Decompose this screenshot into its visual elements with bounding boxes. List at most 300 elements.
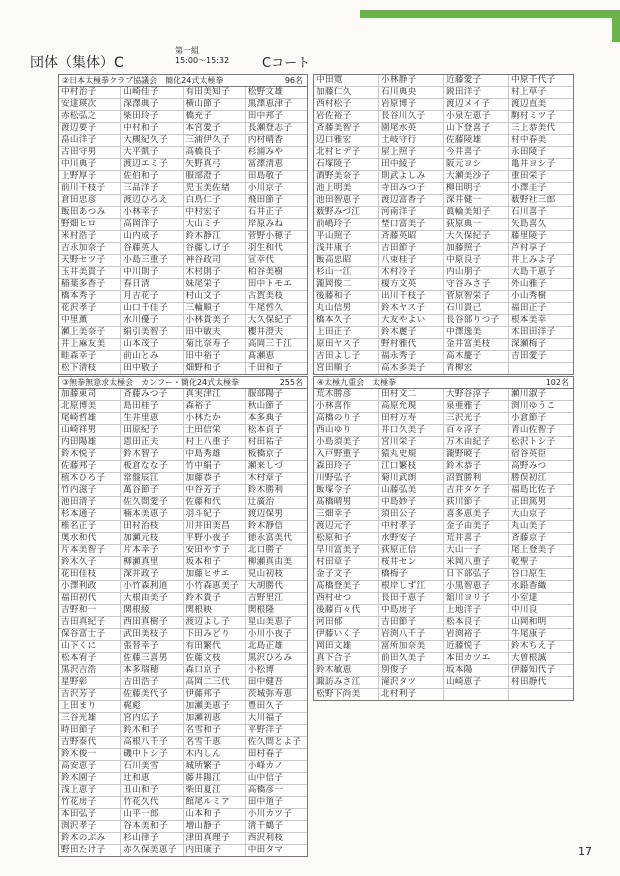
member-name: 三沢光子	[444, 413, 509, 424]
roster-block-taikyoku-kokonoe	[313, 376, 574, 701]
member-name: 浅上恵子	[59, 785, 121, 796]
member-name: 山下登喜子	[444, 123, 509, 134]
member-name: 大山ミチ	[184, 219, 246, 230]
member-name: 高岡二三代	[184, 677, 246, 688]
member-name: 冨所加奈美	[379, 641, 444, 652]
member-name: 柳瀬真由美	[247, 557, 293, 567]
member-name: 近藤愛子	[444, 75, 509, 86]
roster-row	[314, 183, 573, 195]
roster-row	[314, 159, 573, 171]
member-name: 古田守男	[59, 147, 121, 158]
member-name: 石川喜子	[511, 207, 547, 217]
member-name: 柴田夏江	[184, 785, 246, 796]
roster-row	[59, 267, 307, 279]
member-name: 根岸しず江	[379, 581, 444, 592]
member-name: 小川カツ子	[247, 809, 293, 819]
member-name: 別俊子	[379, 665, 444, 676]
member-name: 名雪和子	[184, 725, 246, 736]
member-name: 張替幸子	[121, 641, 183, 652]
member-name: 木田田洋子	[511, 327, 556, 337]
member-name: 早川富美子	[314, 545, 379, 556]
member-name: 深井健一	[444, 195, 509, 206]
roster-row	[314, 75, 573, 87]
block-title: ②日本太極拳クラブ協議会 簡化24式太極拳	[62, 76, 224, 85]
roster-row	[314, 569, 573, 581]
member-name: 佐久間愛子	[121, 497, 183, 508]
member-name: 椎名正子	[59, 521, 121, 532]
member-name: 鈴木俊一	[59, 749, 121, 760]
roster-row	[314, 689, 573, 700]
member-name: 柏谷美樹	[247, 267, 284, 277]
member-name	[444, 689, 509, 700]
member-name: 内村晴香	[247, 135, 284, 145]
roster-row	[59, 569, 307, 581]
member-name: 小室達	[511, 593, 538, 603]
member-name: 松本良子	[444, 617, 509, 628]
member-name: 長谷部りつ子	[444, 315, 509, 326]
roster-row	[59, 545, 307, 557]
member-name: 小澤圭子	[511, 183, 547, 193]
roster-row	[314, 593, 573, 605]
member-name: 石川美雪	[121, 761, 183, 772]
member-name: 津田真理子	[184, 833, 246, 844]
roster-row	[59, 641, 307, 653]
roster-row	[59, 809, 307, 821]
member-name: 福島比佐子	[511, 485, 556, 495]
member-name: 岩佐裕子	[314, 111, 379, 122]
member-name: 辺口雅宏	[314, 135, 379, 146]
roster-row	[59, 159, 307, 171]
member-name: 鈴木園子	[59, 773, 121, 784]
member-name: 正田篤男	[511, 497, 547, 507]
member-name: 長田千恵子	[379, 593, 444, 604]
member-name: 西山ゆり	[314, 425, 379, 436]
member-name: 橋本久子	[314, 315, 379, 326]
member-name: 鈴木久子	[59, 557, 121, 568]
roster-row	[314, 327, 573, 339]
member-name: 常盤辰江	[121, 473, 183, 484]
roster-row	[59, 677, 307, 689]
member-name: 内田陽雄	[59, 437, 121, 448]
member-name: 杉浦みや	[247, 147, 284, 157]
member-name: 田村春子	[247, 749, 284, 759]
member-name: 田中邦子	[247, 111, 284, 121]
header-accent-cap	[612, 10, 620, 42]
member-name: 橋梅子	[379, 569, 444, 580]
member-name: 保谷富士子	[59, 629, 121, 640]
member-name: 牛尾哲久	[247, 303, 284, 313]
member-name: 原田ヤス子	[314, 339, 379, 350]
member-name: 荻川節子	[444, 497, 509, 508]
member-name: 絹引美智子	[121, 327, 183, 338]
member-name: 岩渕八千子	[379, 629, 444, 640]
member-name: 小林静子	[379, 75, 444, 86]
member-count: 96名	[284, 76, 303, 85]
member-name: 小松博	[247, 665, 275, 675]
roster-row	[59, 725, 307, 737]
page-number: 17	[578, 845, 592, 858]
member-name: 玉井美貴子	[59, 267, 121, 278]
member-name: 泉亜雅子	[444, 401, 509, 412]
roster-row	[314, 231, 573, 243]
member-name: 近藤悦子	[444, 641, 509, 652]
roster-row	[314, 339, 573, 351]
member-name: 本宮愛子	[184, 123, 246, 134]
member-name: 古賀美枝	[247, 291, 284, 301]
member-name: 中川典子	[59, 159, 121, 170]
member-name: 稲葉多香子	[59, 279, 121, 290]
roster-row	[314, 641, 573, 653]
member-name: 高橋彦一	[247, 785, 284, 795]
member-name: 中澤逸美	[444, 327, 509, 338]
member-name: 米岡八重子	[444, 557, 509, 568]
member-name: 坂本陽	[444, 665, 509, 676]
member-name: 寺田みつ子	[379, 183, 444, 194]
member-name: 福田正子	[511, 303, 547, 313]
member-name	[509, 689, 573, 700]
member-name: 斉藤みつ子	[121, 389, 183, 400]
member-name: 小島三重子	[121, 255, 183, 266]
roster-row	[314, 303, 573, 315]
member-name: 村上草子	[511, 87, 547, 97]
roster-row	[59, 701, 307, 713]
member-name: 岩原博子	[379, 99, 444, 110]
roster-row	[59, 497, 307, 509]
member-name: 丸山信男	[314, 303, 379, 314]
member-name: 大瀬美沙子	[444, 171, 509, 182]
roster-row	[314, 243, 573, 255]
member-name: 髙瀬恵	[247, 351, 275, 361]
roster-block-mukenmui	[58, 376, 308, 857]
roster-row	[314, 497, 573, 509]
member-name: 斉藤英昭	[379, 231, 444, 242]
member-name: 村中春美	[511, 135, 547, 145]
member-name: 木村章子	[247, 473, 284, 483]
member-name: 須田公子	[379, 509, 444, 520]
member-name: 荻原正信	[379, 545, 444, 556]
member-name: 中島秀雄	[184, 449, 246, 460]
block-heading	[59, 377, 307, 389]
member-name: 星野彰	[59, 677, 121, 688]
member-name: 生井里恵	[121, 413, 183, 424]
member-name: 深瀬梅子	[511, 339, 547, 349]
member-name: 木内しん	[184, 749, 246, 760]
member-name: 河田郁	[314, 617, 379, 628]
member-name: 薮野みづ江	[314, 207, 379, 218]
member-name: 中原良子	[444, 255, 509, 266]
member-name: 飛田節子	[247, 195, 284, 205]
member-name: 佐藤美代子	[121, 689, 183, 700]
member-name: 時田節子	[59, 725, 121, 736]
member-name: 吉沢芳子	[59, 689, 121, 700]
member-name: 重田栄子	[511, 171, 547, 181]
member-name: 宮内広子	[121, 713, 183, 724]
roster-row	[59, 111, 307, 123]
member-name: 本田カツエ	[444, 653, 509, 664]
member-name: 瀬来しづ	[247, 461, 284, 471]
member-name: 真実津江	[184, 389, 246, 400]
member-name: 鈴木和子	[121, 725, 183, 736]
roster-row	[59, 713, 307, 725]
member-name: 水鉛香織	[511, 581, 547, 591]
member-name: 松野下尚美	[314, 689, 379, 700]
member-name: 中村治子	[59, 87, 121, 98]
roster-row	[314, 425, 573, 437]
court-label: Cコート	[262, 56, 311, 71]
member-name: 植木ひろ子	[59, 473, 121, 484]
member-name: 中田タマ	[247, 845, 284, 855]
roster-row	[59, 461, 307, 473]
roster-row	[59, 797, 307, 809]
member-name: 藤里陵子	[511, 231, 547, 241]
roster-row	[59, 605, 307, 617]
member-name: 中田寛	[314, 75, 379, 86]
member-name: 橋本秀子	[59, 291, 121, 302]
member-name: 鈴木静江	[184, 231, 246, 242]
member-name: 中川良	[511, 605, 538, 615]
roster-row	[59, 401, 307, 413]
member-name: 山平一郎	[121, 809, 183, 820]
member-name: 宣幸代	[247, 255, 275, 265]
member-name: 茨城弥寿恵	[247, 689, 293, 699]
member-name: 竹花久代	[121, 797, 183, 808]
member-name: 佐藤陵雄	[444, 135, 509, 146]
member-name: 加瀬初恵	[184, 713, 246, 724]
member-name: 北村ヒデ子	[314, 147, 379, 158]
member-name: 倉田忠彦	[59, 195, 121, 206]
member-name: 楠本美恵子	[121, 509, 183, 520]
member-name: 中島妙子	[379, 497, 444, 508]
member-name: 岡田文雄	[314, 641, 379, 652]
member-name: 勝俣初江	[511, 473, 547, 483]
member-name: 花沢孝子	[59, 303, 121, 314]
roster-row	[314, 123, 573, 135]
member-name: 関根映	[184, 605, 246, 616]
member-name: 高木多美子	[379, 363, 444, 374]
member-name: 三輪順子	[184, 303, 246, 314]
member-name: 井口久美子	[379, 425, 444, 436]
member-name: 西沢利枝	[247, 833, 284, 843]
member-name: 大山京子	[511, 509, 547, 519]
member-name: 高野みつ	[511, 461, 547, 471]
roster-row	[314, 665, 573, 677]
member-name: 西村せつ	[314, 593, 379, 604]
member-name: 竹花房子	[59, 797, 121, 808]
member-name: 金子由美子	[444, 521, 509, 532]
member-name: 平野洋子	[247, 725, 284, 735]
member-name: 瀧岡俊二	[314, 279, 379, 290]
member-name: 渡辺よし子	[184, 617, 246, 628]
member-name: 瀧野暁子	[444, 449, 509, 460]
member-name: 安達瑛次	[59, 99, 121, 110]
member-name: 田中敬子	[121, 363, 183, 374]
member-name: 鈴木麗子	[379, 327, 444, 338]
member-name: 舘川ヨリ子	[444, 593, 509, 604]
member-name: 喜多恵美子	[444, 509, 509, 520]
roster-row	[59, 425, 307, 437]
member-name: 大久保紀子	[444, 231, 509, 242]
roster-row	[59, 207, 307, 219]
member-name: 八束桂子	[379, 255, 444, 266]
member-name: 板橋京子	[247, 449, 284, 459]
roster-row	[59, 351, 307, 363]
member-name: 小山秀樹	[511, 291, 547, 301]
member-name: 石塚陵子	[314, 159, 379, 170]
member-name: 上田まり	[59, 701, 121, 712]
roster-row	[59, 291, 307, 303]
member-name: 森田玲子	[314, 461, 379, 472]
block-heading	[59, 75, 307, 87]
page-title: 団体（集体）C	[30, 55, 124, 71]
member-name: 谷藤しげ子	[184, 243, 246, 254]
member-name: 星山美恵子	[247, 617, 293, 627]
member-name: 花田佳枝	[59, 569, 121, 580]
member-name: 中村宏子	[184, 207, 246, 218]
member-name: 田島敬子	[247, 171, 284, 181]
roster-row	[59, 389, 307, 401]
member-name: 妹尾栄子	[184, 279, 246, 290]
member-name: 入戸野重子	[314, 449, 379, 460]
roster-row	[314, 581, 573, 593]
member-name: 荻原典一	[444, 219, 509, 230]
member-name: 小澤利政	[59, 581, 121, 592]
roster-row	[59, 821, 307, 833]
block-title: ④太極九重会 太極拳	[317, 378, 397, 387]
member-name: 中原千代子	[511, 75, 556, 85]
roster-row	[314, 279, 573, 291]
member-name: 板倉なな子	[121, 461, 183, 472]
member-name: 増山静子	[184, 821, 246, 832]
roster-row	[314, 677, 573, 689]
member-name: 山内成子	[121, 231, 183, 242]
member-name: 小黒智恵子	[444, 581, 509, 592]
roster-row	[59, 195, 307, 207]
member-name: 本多瑞穂	[121, 665, 183, 676]
member-name: 菅原智栄子	[444, 291, 509, 302]
member-name: 柳瀬真里	[121, 557, 183, 568]
member-name: 柴田玲子	[121, 111, 183, 122]
member-name: 鋭田洋子	[444, 87, 509, 98]
member-name: 宿谷英臣	[511, 449, 547, 459]
member-name: 加藤ヒサエ	[184, 569, 246, 580]
roster-row	[314, 87, 573, 99]
member-name: 畑野和子	[184, 363, 246, 374]
member-name: 石井正子	[247, 207, 284, 217]
member-name: 片本美智子	[59, 545, 121, 556]
member-name: 吉野和一	[59, 605, 121, 616]
member-name: 松野文雄	[247, 87, 284, 97]
member-name: 恩田正夫	[121, 437, 183, 448]
member-name: 有田美知子	[184, 87, 246, 98]
header-accent-bar	[360, 10, 620, 18]
roster-row	[59, 749, 307, 761]
member-name: 杉山律子	[121, 833, 183, 844]
roster-row	[314, 557, 573, 569]
member-name: 池田清子	[59, 497, 121, 508]
member-name: 牛尾康子	[511, 629, 547, 639]
member-name: 出川千枝子	[379, 291, 444, 302]
member-name: 豊田久子	[247, 701, 284, 711]
member-name: 高根八千子	[121, 737, 183, 748]
member-name: 深澤典子	[121, 99, 183, 110]
roster-row	[59, 171, 307, 183]
member-name: 藤井陽江	[184, 773, 246, 784]
member-name: 鈴木ヤス子	[379, 303, 444, 314]
member-name: 髙橋登美子	[314, 581, 379, 592]
roster-row	[59, 629, 307, 641]
member-name: 赤久保美恵子	[121, 845, 183, 856]
roster-row	[314, 135, 573, 147]
member-name: 横山節子	[184, 99, 246, 110]
member-name: 谷口原生	[511, 569, 547, 579]
member-name: 渡辺エミ子	[121, 159, 183, 170]
member-name: 大平凱子	[121, 147, 183, 158]
member-name: 谷本美和子	[121, 821, 183, 832]
roster-row	[59, 135, 307, 147]
member-name: 山口千佳子	[121, 303, 183, 314]
member-name: 加藤恭子	[184, 473, 246, 484]
member-name: 伊藤いく子	[314, 629, 379, 640]
member-name: 吉野泰代	[59, 737, 121, 748]
member-count: 255名	[279, 378, 303, 387]
member-name: 大胡勝代	[247, 581, 284, 591]
member-name: 瀬上美奈子	[59, 327, 121, 338]
member-name: 下田みどり	[184, 629, 246, 640]
roster-row	[59, 509, 307, 521]
roster-row	[59, 87, 307, 99]
member-name: 上地洋子	[444, 605, 509, 616]
roster-row	[59, 557, 307, 569]
member-name: 伊藤邦子	[184, 689, 246, 700]
member-name: 根本美幸	[511, 315, 547, 325]
member-name: 吉野里江	[247, 593, 284, 603]
member-name: 渡辺保男	[247, 509, 284, 519]
member-name: 萬谷節子	[121, 485, 183, 496]
roster-row	[59, 99, 307, 111]
member-name: 大曽根誠	[511, 653, 547, 663]
member-name: 小倉節子	[511, 413, 547, 423]
roster-row	[59, 243, 307, 255]
member-name: 米村浩子	[59, 231, 121, 242]
member-name: 平山照子	[314, 231, 379, 242]
member-name: 坂本和子	[184, 557, 246, 568]
roster-row	[59, 363, 307, 374]
member-name: 三上恭美代	[511, 123, 556, 133]
roster-row	[59, 665, 307, 677]
member-name: 中里薫	[59, 315, 121, 326]
member-name: 島田桂子	[121, 401, 183, 412]
member-name: 田中健吾	[247, 677, 284, 687]
member-name: 山本茂子	[121, 339, 183, 350]
member-name: 大槻紀久子	[121, 135, 183, 146]
member-name: 小川京子	[247, 183, 284, 193]
member-name: 鈴木恭子	[444, 461, 509, 472]
member-name: 加藤仁久	[314, 87, 379, 98]
roster-row	[59, 303, 307, 315]
member-name: 佐藤文枝	[184, 653, 246, 664]
member-name: 今井喜子	[444, 147, 509, 158]
member-name: 大野谷淳子	[444, 389, 509, 400]
member-name: 鈴木智子	[121, 449, 183, 460]
member-name: 沼賀勝利	[444, 473, 509, 484]
member-name: 小泉左恵子	[444, 111, 509, 122]
member-name: 江口繁枝	[379, 461, 444, 472]
member-name: 大川福子	[247, 713, 284, 723]
member-name: 菊川武朗	[379, 473, 444, 484]
member-name: 川野弘子	[314, 473, 379, 484]
member-name: 岩渕裕子	[444, 629, 509, 640]
roster-row	[59, 533, 307, 545]
